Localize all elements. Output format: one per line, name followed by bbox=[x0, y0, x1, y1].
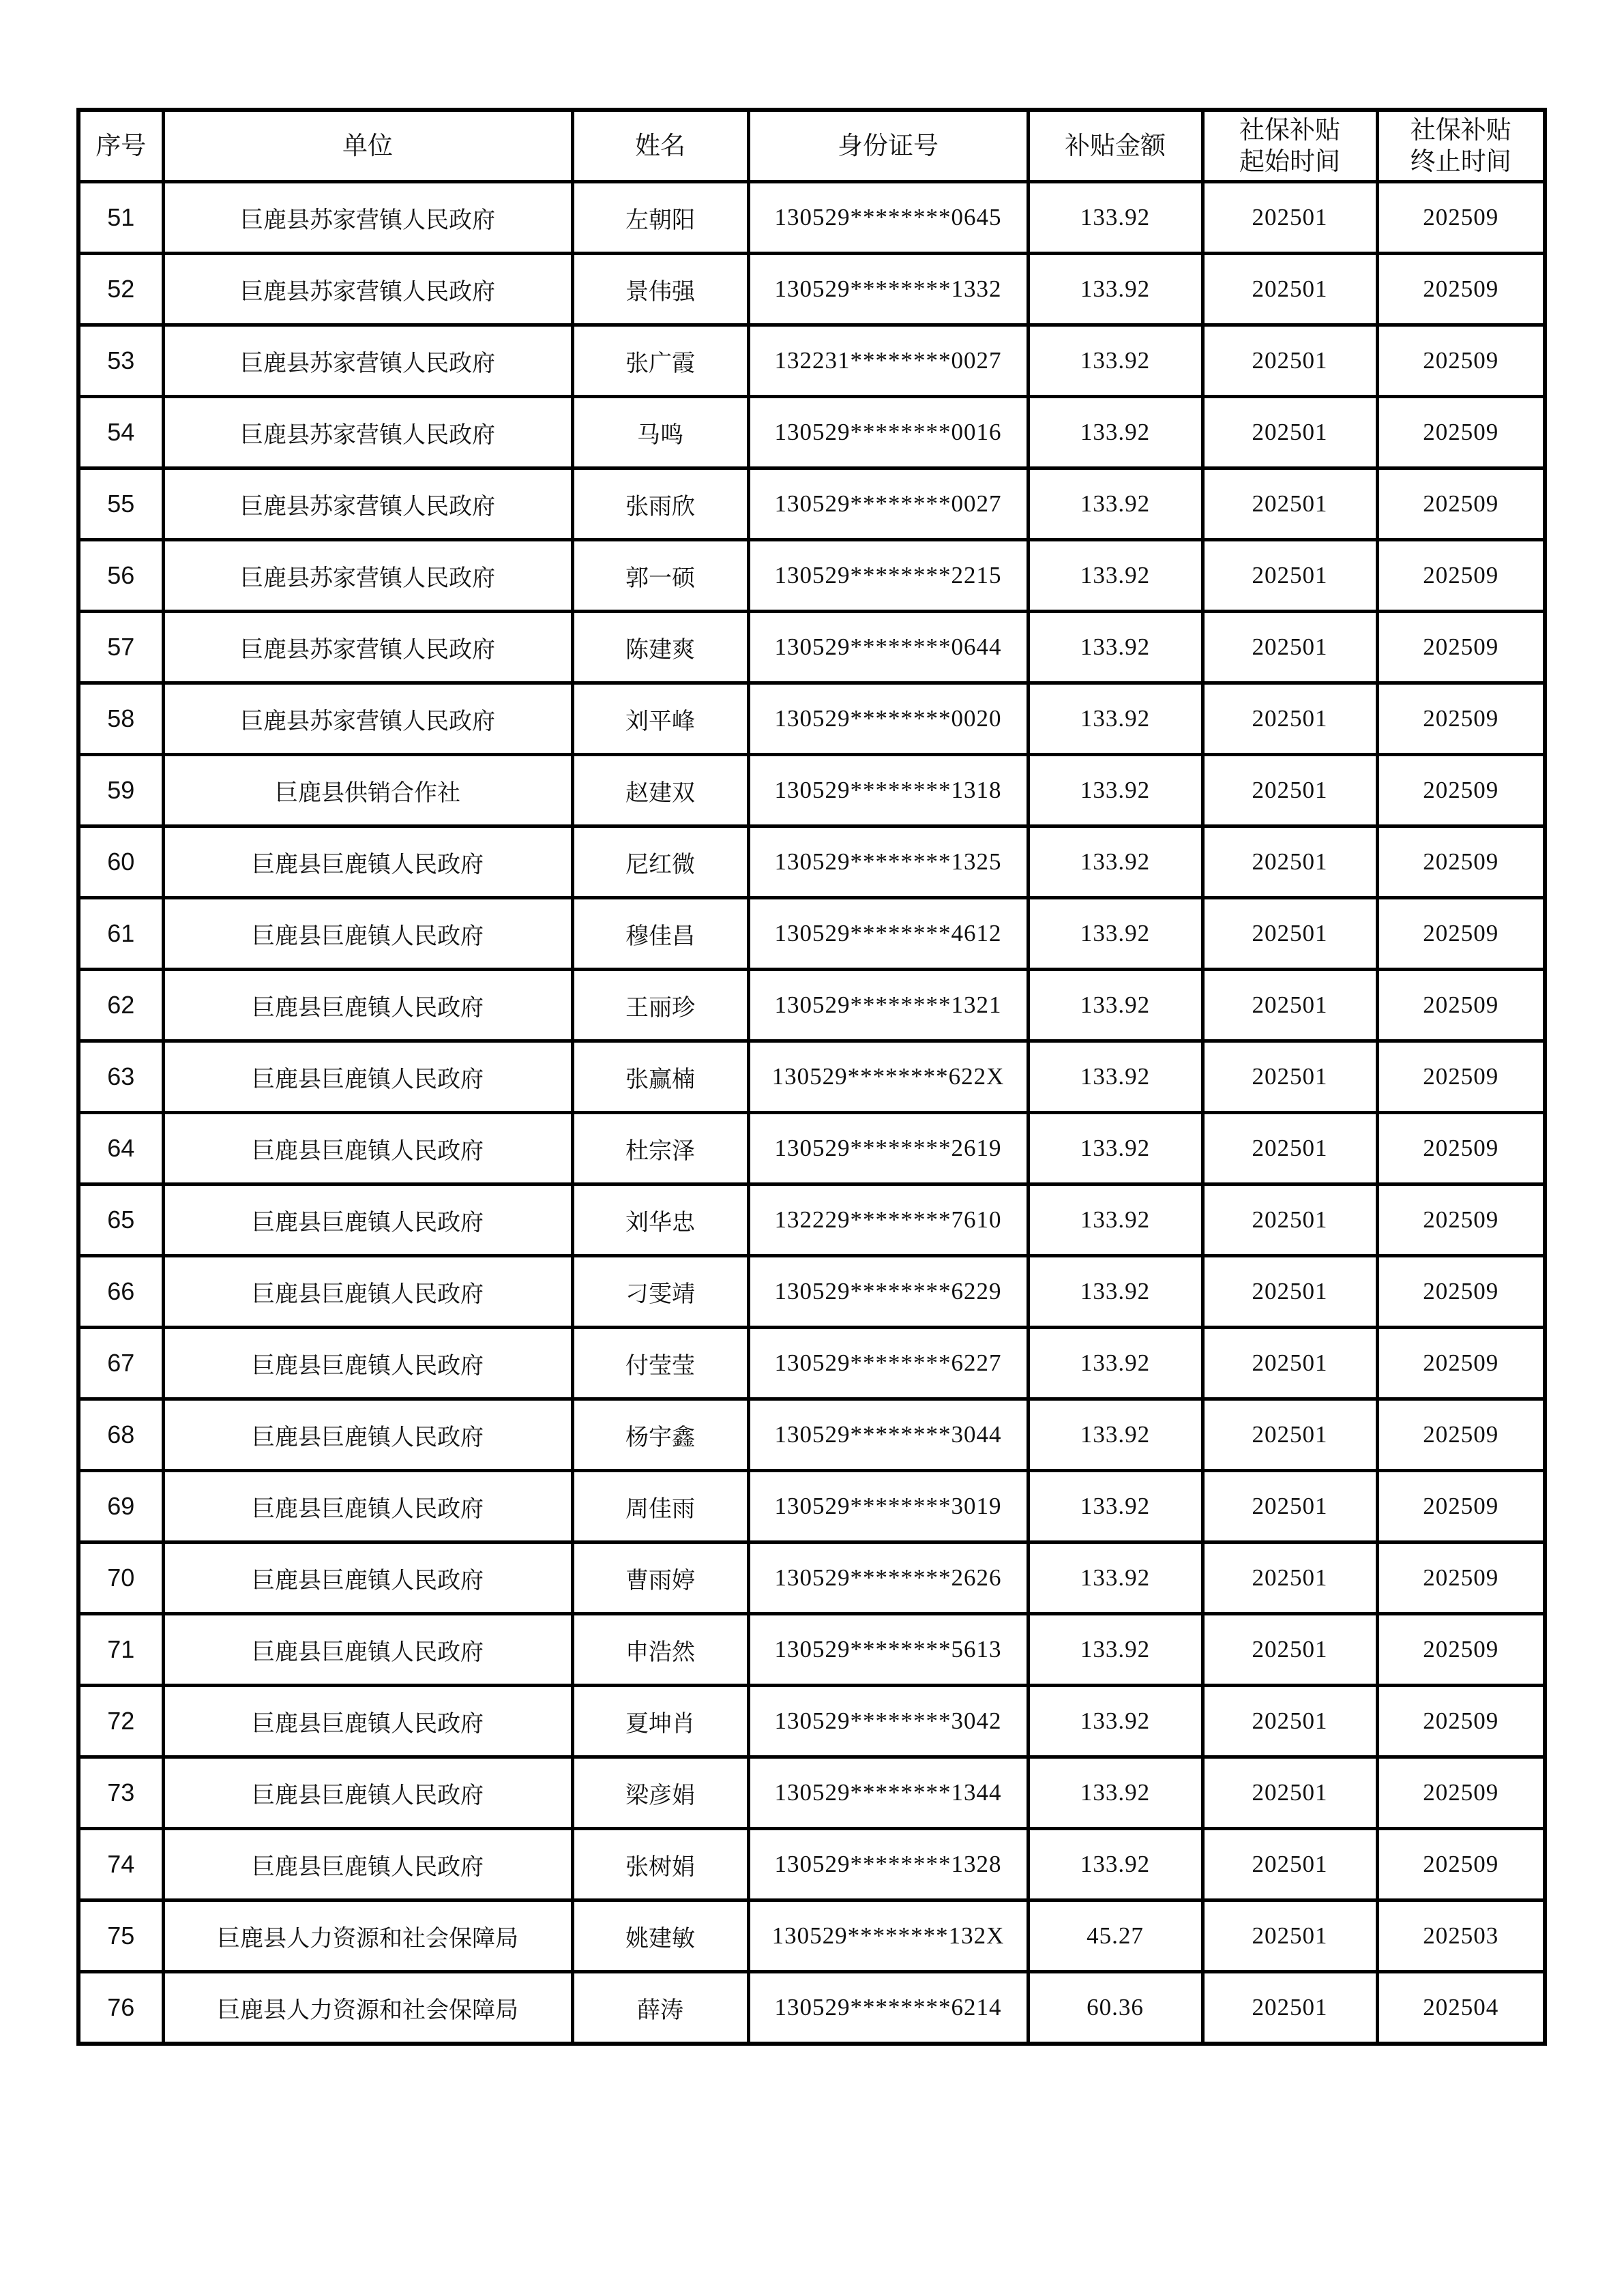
cell-end-time: 202509 bbox=[1377, 1113, 1545, 1184]
cell-start-time: 202501 bbox=[1202, 1686, 1377, 1757]
cell-unit: 巨鹿县巨鹿镇人民政府 bbox=[163, 970, 572, 1041]
cell-amount: 133.92 bbox=[1028, 1328, 1202, 1399]
cell-end-time: 202509 bbox=[1377, 1757, 1545, 1829]
header-seq: 序号 bbox=[78, 110, 163, 182]
cell-amount: 133.92 bbox=[1028, 1113, 1202, 1184]
cell-end-time: 202509 bbox=[1377, 755, 1545, 826]
cell-start-time: 202501 bbox=[1202, 182, 1377, 254]
cell-unit: 巨鹿县苏家营镇人民政府 bbox=[163, 182, 572, 254]
cell-seq: 54 bbox=[78, 397, 163, 468]
cell-id-number: 130529********2626 bbox=[748, 1542, 1028, 1614]
table-row bbox=[78, 325, 1545, 397]
cell-amount: 133.92 bbox=[1028, 540, 1202, 612]
cell-seq: 68 bbox=[78, 1399, 163, 1471]
cell-id-number: 130529********1328 bbox=[748, 1829, 1028, 1900]
cell-end-time: 202509 bbox=[1377, 1184, 1545, 1256]
cell-start-time: 202501 bbox=[1202, 1900, 1377, 1972]
table-row bbox=[78, 468, 1545, 540]
cell-amount: 133.92 bbox=[1028, 1757, 1202, 1829]
cell-start-time: 202501 bbox=[1202, 325, 1377, 397]
cell-seq: 71 bbox=[78, 1614, 163, 1686]
cell-unit: 巨鹿县巨鹿镇人民政府 bbox=[163, 1184, 572, 1256]
cell-start-time: 202501 bbox=[1202, 1614, 1377, 1686]
header-end-time bbox=[1377, 110, 1545, 182]
cell-amount: 133.92 bbox=[1028, 1256, 1202, 1328]
cell-name: 张广霞 bbox=[572, 325, 748, 397]
cell-amount: 133.92 bbox=[1028, 254, 1202, 325]
cell-start-time: 202501 bbox=[1202, 397, 1377, 468]
cell-unit: 巨鹿县供销合作社 bbox=[163, 755, 572, 826]
table-row bbox=[78, 1972, 1545, 2044]
cell-end-time: 202509 bbox=[1377, 1041, 1545, 1113]
cell-unit: 巨鹿县巨鹿镇人民政府 bbox=[163, 1328, 572, 1399]
cell-id-number: 130529********6229 bbox=[748, 1256, 1028, 1328]
cell-id-number: 130529********1318 bbox=[748, 755, 1028, 826]
cell-amount: 133.92 bbox=[1028, 612, 1202, 683]
cell-unit: 巨鹿县巨鹿镇人民政府 bbox=[163, 1256, 572, 1328]
cell-amount: 133.92 bbox=[1028, 1041, 1202, 1113]
cell-start-time: 202501 bbox=[1202, 612, 1377, 683]
table-row bbox=[78, 970, 1545, 1041]
cell-start-time: 202501 bbox=[1202, 1972, 1377, 2044]
cell-name: 刁雯靖 bbox=[572, 1256, 748, 1328]
cell-unit: 巨鹿县人力资源和社会保障局 bbox=[163, 1972, 572, 2044]
cell-amount: 133.92 bbox=[1028, 468, 1202, 540]
cell-id-number: 130529********2619 bbox=[748, 1113, 1028, 1184]
cell-name: 张赢楠 bbox=[572, 1041, 748, 1113]
cell-unit: 巨鹿县巨鹿镇人民政府 bbox=[163, 898, 572, 970]
cell-unit: 巨鹿县人力资源和社会保障局 bbox=[163, 1900, 572, 1972]
cell-seq: 62 bbox=[78, 970, 163, 1041]
cell-end-time: 202509 bbox=[1377, 254, 1545, 325]
cell-start-time: 202501 bbox=[1202, 1256, 1377, 1328]
cell-unit: 巨鹿县巨鹿镇人民政府 bbox=[163, 1829, 572, 1900]
table-row bbox=[78, 1399, 1545, 1471]
cell-amount: 133.92 bbox=[1028, 1471, 1202, 1542]
cell-id-number: 130529********3019 bbox=[748, 1471, 1028, 1542]
cell-start-time: 202501 bbox=[1202, 468, 1377, 540]
table-row bbox=[78, 683, 1545, 755]
cell-unit: 巨鹿县巨鹿镇人民政府 bbox=[163, 1757, 572, 1829]
cell-seq: 57 bbox=[78, 612, 163, 683]
cell-unit: 巨鹿县苏家营镇人民政府 bbox=[163, 254, 572, 325]
cell-seq: 65 bbox=[78, 1184, 163, 1256]
cell-name: 赵建双 bbox=[572, 755, 748, 826]
cell-amount: 133.92 bbox=[1028, 1614, 1202, 1686]
cell-start-time: 202501 bbox=[1202, 1041, 1377, 1113]
cell-name: 梁彦娟 bbox=[572, 1757, 748, 1829]
cell-start-time: 202501 bbox=[1202, 1113, 1377, 1184]
cell-end-time: 202509 bbox=[1377, 468, 1545, 540]
cell-end-time: 202509 bbox=[1377, 397, 1545, 468]
table-row bbox=[78, 1900, 1545, 1972]
header-id-number: 身份证号 bbox=[748, 110, 1028, 182]
cell-amount: 133.92 bbox=[1028, 397, 1202, 468]
header-start-line2: 起始时间 bbox=[1239, 147, 1340, 176]
cell-id-number: 130529********0016 bbox=[748, 397, 1028, 468]
table-row bbox=[78, 898, 1545, 970]
cell-name: 郭一硕 bbox=[572, 540, 748, 612]
cell-name: 张雨欣 bbox=[572, 468, 748, 540]
cell-start-time: 202501 bbox=[1202, 898, 1377, 970]
cell-seq: 61 bbox=[78, 898, 163, 970]
cell-id-number: 130529********1321 bbox=[748, 970, 1028, 1041]
cell-end-time: 202509 bbox=[1377, 1542, 1545, 1614]
cell-unit: 巨鹿县苏家营镇人民政府 bbox=[163, 325, 572, 397]
cell-seq: 72 bbox=[78, 1686, 163, 1757]
table-row bbox=[78, 755, 1545, 826]
cell-amount: 133.92 bbox=[1028, 898, 1202, 970]
cell-end-time: 202509 bbox=[1377, 1829, 1545, 1900]
cell-name: 张树娟 bbox=[572, 1829, 748, 1900]
cell-id-number: 130529********6214 bbox=[748, 1972, 1028, 2044]
cell-name: 姚建敏 bbox=[572, 1900, 748, 1972]
cell-id-number: 130529********2215 bbox=[748, 540, 1028, 612]
cell-end-time: 202509 bbox=[1377, 540, 1545, 612]
cell-name: 夏坤肖 bbox=[572, 1686, 748, 1757]
cell-name: 刘平峰 bbox=[572, 683, 748, 755]
cell-seq: 69 bbox=[78, 1471, 163, 1542]
cell-end-time: 202509 bbox=[1377, 1399, 1545, 1471]
cell-end-time: 202509 bbox=[1377, 1471, 1545, 1542]
cell-seq: 75 bbox=[78, 1900, 163, 1972]
cell-seq: 70 bbox=[78, 1542, 163, 1614]
cell-seq: 59 bbox=[78, 755, 163, 826]
cell-unit: 巨鹿县巨鹿镇人民政府 bbox=[163, 1614, 572, 1686]
cell-start-time: 202501 bbox=[1202, 540, 1377, 612]
cell-seq: 52 bbox=[78, 254, 163, 325]
cell-id-number: 130529********3044 bbox=[748, 1399, 1028, 1471]
cell-unit: 巨鹿县巨鹿镇人民政府 bbox=[163, 1399, 572, 1471]
header-unit: 单位 bbox=[163, 110, 572, 182]
cell-seq: 53 bbox=[78, 325, 163, 397]
cell-name: 穆佳昌 bbox=[572, 898, 748, 970]
table-row bbox=[78, 1184, 1545, 1256]
cell-start-time: 202501 bbox=[1202, 1471, 1377, 1542]
cell-end-time: 202509 bbox=[1377, 1614, 1545, 1686]
header-amount: 补贴金额 bbox=[1028, 110, 1202, 182]
table-row bbox=[78, 1041, 1545, 1113]
cell-id-number: 130529********132X bbox=[748, 1900, 1028, 1972]
cell-name: 尼红微 bbox=[572, 826, 748, 898]
cell-end-time: 202509 bbox=[1377, 325, 1545, 397]
cell-seq: 64 bbox=[78, 1113, 163, 1184]
cell-end-time: 202509 bbox=[1377, 1328, 1545, 1399]
header-end-line1: 社保补贴 bbox=[1410, 115, 1511, 145]
cell-seq: 67 bbox=[78, 1328, 163, 1399]
cell-id-number: 130529********0027 bbox=[748, 468, 1028, 540]
cell-unit: 巨鹿县苏家营镇人民政府 bbox=[163, 540, 572, 612]
cell-unit: 巨鹿县苏家营镇人民政府 bbox=[163, 683, 572, 755]
cell-amount: 45.27 bbox=[1028, 1900, 1202, 1972]
header-row bbox=[78, 110, 1545, 182]
cell-end-time: 202509 bbox=[1377, 612, 1545, 683]
cell-name: 薛涛 bbox=[572, 1972, 748, 2044]
table-row bbox=[78, 1471, 1545, 1542]
cell-amount: 133.92 bbox=[1028, 1399, 1202, 1471]
cell-unit: 巨鹿县巨鹿镇人民政府 bbox=[163, 1542, 572, 1614]
cell-name: 左朝阳 bbox=[572, 182, 748, 254]
cell-amount: 133.92 bbox=[1028, 826, 1202, 898]
cell-name: 刘华忠 bbox=[572, 1184, 748, 1256]
table-row bbox=[78, 1542, 1545, 1614]
cell-amount: 133.92 bbox=[1028, 1686, 1202, 1757]
header-end-line2: 终止时间 bbox=[1410, 147, 1511, 176]
cell-start-time: 202501 bbox=[1202, 826, 1377, 898]
cell-seq: 55 bbox=[78, 468, 163, 540]
cell-unit: 巨鹿县巨鹿镇人民政府 bbox=[163, 1113, 572, 1184]
cell-seq: 66 bbox=[78, 1256, 163, 1328]
cell-end-time: 202509 bbox=[1377, 970, 1545, 1041]
cell-amount: 133.92 bbox=[1028, 1542, 1202, 1614]
table-row bbox=[78, 397, 1545, 468]
cell-start-time: 202501 bbox=[1202, 1184, 1377, 1256]
cell-end-time: 202509 bbox=[1377, 1686, 1545, 1757]
cell-unit: 巨鹿县巨鹿镇人民政府 bbox=[163, 1471, 572, 1542]
cell-id-number: 132231********0027 bbox=[748, 325, 1028, 397]
table-row bbox=[78, 254, 1545, 325]
cell-end-time: 202509 bbox=[1377, 898, 1545, 970]
table-row bbox=[78, 1614, 1545, 1686]
cell-name: 付莹莹 bbox=[572, 1328, 748, 1399]
cell-start-time: 202501 bbox=[1202, 1328, 1377, 1399]
header-name: 姓名 bbox=[572, 110, 748, 182]
cell-name: 周佳雨 bbox=[572, 1471, 748, 1542]
cell-seq: 51 bbox=[78, 182, 163, 254]
cell-id-number: 130529********0644 bbox=[748, 612, 1028, 683]
cell-end-time: 202509 bbox=[1377, 683, 1545, 755]
cell-amount: 133.92 bbox=[1028, 325, 1202, 397]
cell-end-time: 202509 bbox=[1377, 182, 1545, 254]
table-row bbox=[78, 1113, 1545, 1184]
cell-name: 申浩然 bbox=[572, 1614, 748, 1686]
table-row bbox=[78, 182, 1545, 254]
cell-name: 杨宇鑫 bbox=[572, 1399, 748, 1471]
table-header bbox=[78, 110, 1545, 182]
cell-seq: 73 bbox=[78, 1757, 163, 1829]
cell-id-number: 130529********0020 bbox=[748, 683, 1028, 755]
table-row bbox=[78, 1686, 1545, 1757]
cell-id-number: 130529********622X bbox=[748, 1041, 1028, 1113]
table-row bbox=[78, 1757, 1545, 1829]
cell-start-time: 202501 bbox=[1202, 1829, 1377, 1900]
cell-amount: 133.92 bbox=[1028, 970, 1202, 1041]
table-row bbox=[78, 1829, 1545, 1900]
header-start-time bbox=[1202, 110, 1377, 182]
cell-end-time: 202504 bbox=[1377, 1972, 1545, 2044]
cell-id-number: 130529********6227 bbox=[748, 1328, 1028, 1399]
cell-start-time: 202501 bbox=[1202, 1757, 1377, 1829]
cell-name: 陈建爽 bbox=[572, 612, 748, 683]
table-body bbox=[78, 182, 1545, 2044]
cell-amount: 133.92 bbox=[1028, 683, 1202, 755]
cell-amount: 60.36 bbox=[1028, 1972, 1202, 2044]
table-row bbox=[78, 612, 1545, 683]
cell-end-time: 202509 bbox=[1377, 1256, 1545, 1328]
cell-name: 杜宗泽 bbox=[572, 1113, 748, 1184]
cell-amount: 133.92 bbox=[1028, 1829, 1202, 1900]
table-row bbox=[78, 540, 1545, 612]
cell-amount: 133.92 bbox=[1028, 1184, 1202, 1256]
cell-unit: 巨鹿县巨鹿镇人民政府 bbox=[163, 1686, 572, 1757]
cell-id-number: 130529********0645 bbox=[748, 182, 1028, 254]
cell-name: 景伟强 bbox=[572, 254, 748, 325]
table-row bbox=[78, 1328, 1545, 1399]
cell-end-time: 202503 bbox=[1377, 1900, 1545, 1972]
header-start-line1: 社保补贴 bbox=[1239, 115, 1340, 145]
subsidy-table bbox=[76, 108, 1547, 2046]
cell-start-time: 202501 bbox=[1202, 683, 1377, 755]
cell-start-time: 202501 bbox=[1202, 254, 1377, 325]
table-row bbox=[78, 1256, 1545, 1328]
cell-id-number: 132229********7610 bbox=[748, 1184, 1028, 1256]
cell-seq: 74 bbox=[78, 1829, 163, 1900]
cell-name: 马鸣 bbox=[572, 397, 748, 468]
cell-id-number: 130529********4612 bbox=[748, 898, 1028, 970]
cell-seq: 56 bbox=[78, 540, 163, 612]
cell-amount: 133.92 bbox=[1028, 755, 1202, 826]
cell-seq: 63 bbox=[78, 1041, 163, 1113]
cell-start-time: 202501 bbox=[1202, 1542, 1377, 1614]
cell-seq: 76 bbox=[78, 1972, 163, 2044]
cell-name: 曹雨婷 bbox=[572, 1542, 748, 1614]
cell-id-number: 130529********5613 bbox=[748, 1614, 1028, 1686]
cell-start-time: 202501 bbox=[1202, 755, 1377, 826]
cell-id-number: 130529********3042 bbox=[748, 1686, 1028, 1757]
table-row bbox=[78, 826, 1545, 898]
cell-end-time: 202509 bbox=[1377, 826, 1545, 898]
cell-unit: 巨鹿县苏家营镇人民政府 bbox=[163, 468, 572, 540]
cell-seq: 58 bbox=[78, 683, 163, 755]
cell-amount: 133.92 bbox=[1028, 182, 1202, 254]
cell-unit: 巨鹿县苏家营镇人民政府 bbox=[163, 397, 572, 468]
cell-name: 王丽珍 bbox=[572, 970, 748, 1041]
cell-start-time: 202501 bbox=[1202, 970, 1377, 1041]
cell-unit: 巨鹿县苏家营镇人民政府 bbox=[163, 612, 572, 683]
cell-start-time: 202501 bbox=[1202, 1399, 1377, 1471]
cell-unit: 巨鹿县巨鹿镇人民政府 bbox=[163, 826, 572, 898]
cell-id-number: 130529********1332 bbox=[748, 254, 1028, 325]
cell-id-number: 130529********1325 bbox=[748, 826, 1028, 898]
cell-id-number: 130529********1344 bbox=[748, 1757, 1028, 1829]
cell-seq: 60 bbox=[78, 826, 163, 898]
cell-unit: 巨鹿县巨鹿镇人民政府 bbox=[163, 1041, 572, 1113]
